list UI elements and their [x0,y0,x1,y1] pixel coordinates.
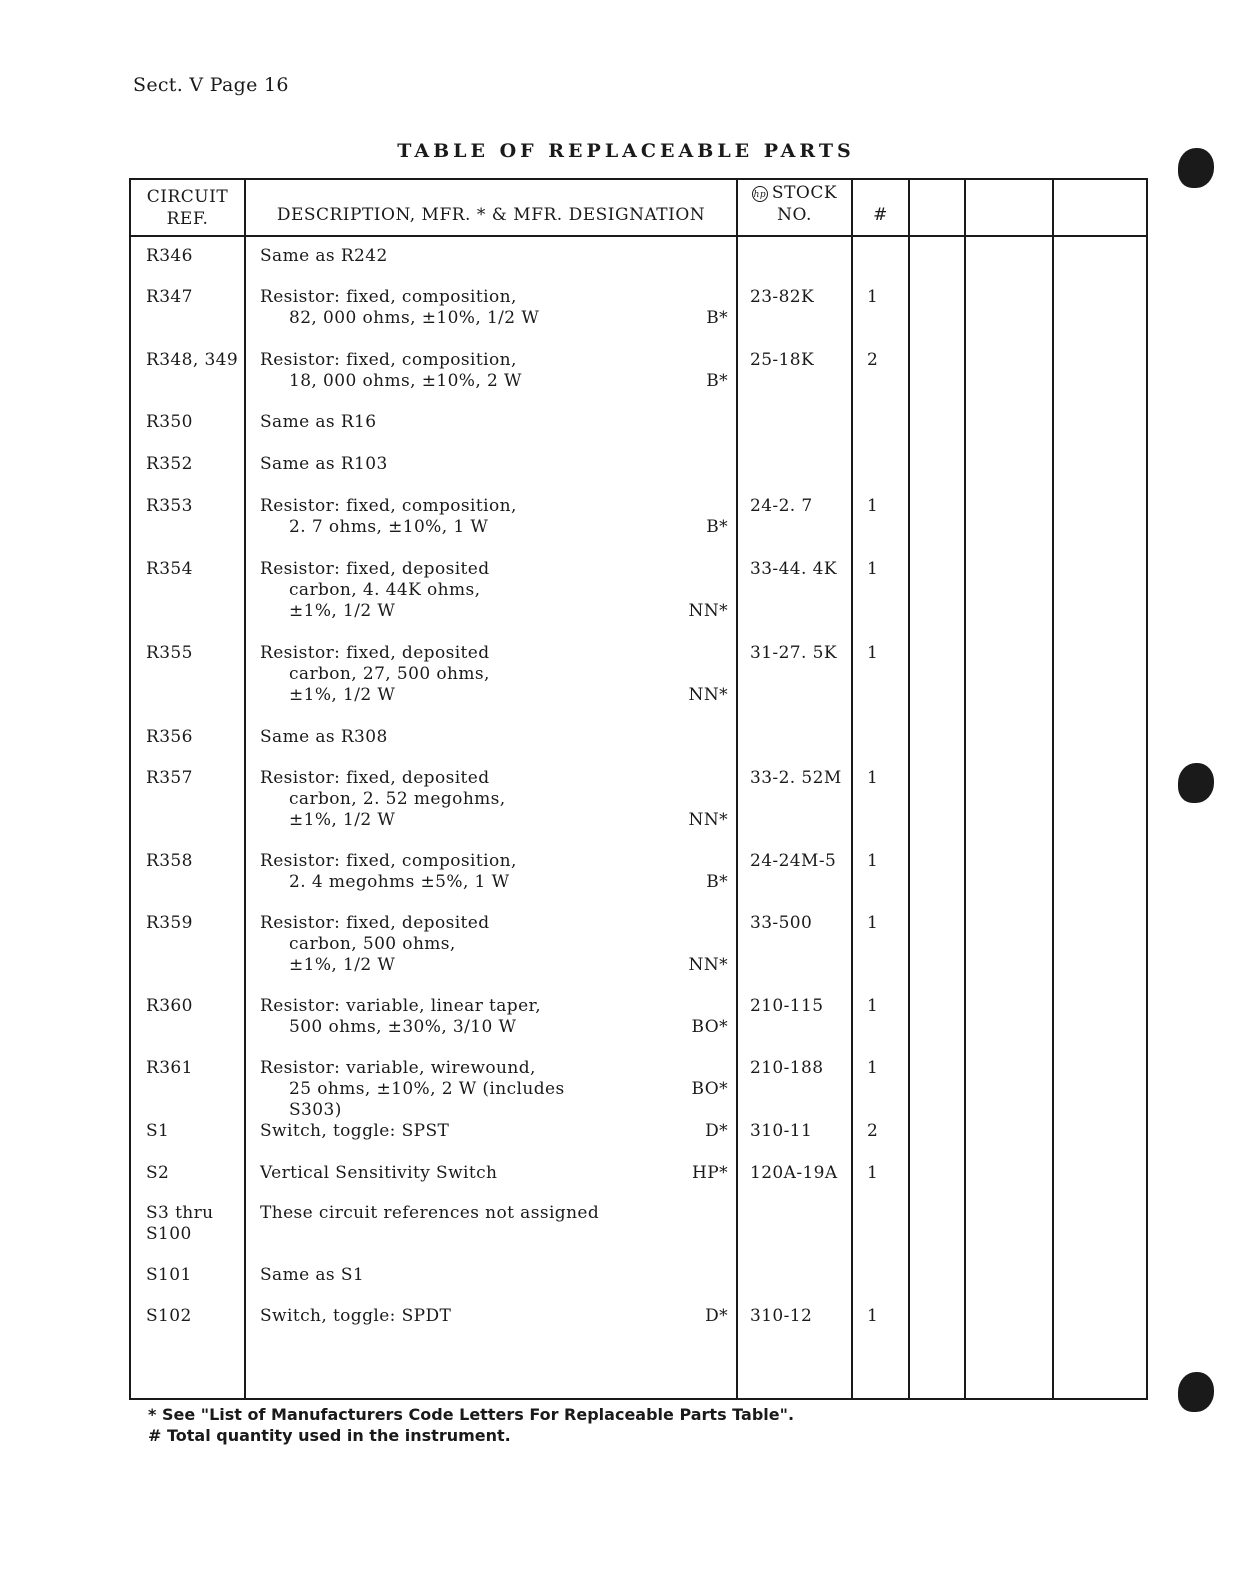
circuit-ref-line: R348, 349 [146,350,239,370]
circuit-ref-line: R359 [146,913,193,933]
circuit-ref [146,996,246,1017]
manufacturer-code: B* [706,308,728,328]
description-line: carbon, 4. 44K ohms, [289,580,481,600]
header-stock-no [738,182,851,226]
manufacturer-code: D* [705,1121,728,1141]
stock-number: 33-2. 52M [750,768,842,788]
part-description [260,350,600,392]
manufacturer-code: BO* [691,1079,728,1099]
stock-number: 310-12 [750,1306,813,1326]
part-description [260,559,600,622]
column-divider [908,180,910,1398]
circuit-ref [146,559,246,580]
footnote-manufacturer-codes: * See "List of Manufacturers Code Letters For Replaceable Parts Table". [148,1405,795,1424]
quantity: 1 [867,1163,879,1183]
description-line: These circuit references not assigned [260,1203,600,1223]
circuit-ref [146,643,246,664]
description-line: Same as S1 [260,1265,365,1285]
manufacturer-code: NN* [688,955,728,975]
quantity: 1 [867,496,879,516]
description-line: Vertical Sensitivity Switch [260,1163,498,1183]
description-line: ±1%, 1/2 W [289,955,396,975]
circuit-ref-line: S101 [146,1265,192,1285]
part-description [260,1203,600,1224]
description-line: ±1%, 1/2 W [289,685,396,705]
circuit-ref-line: R360 [146,996,193,1016]
quantity: 1 [867,768,879,788]
circuit-ref [146,246,246,267]
circuit-ref [146,727,246,748]
circuit-ref-line: R357 [146,768,193,788]
circuit-ref-line: R361 [146,1058,193,1078]
part-description [260,643,600,706]
manufacturer-code: B* [706,517,728,537]
description-line: Same as R308 [260,727,388,747]
column-divider [736,180,738,1398]
part-description [260,287,600,329]
column-divider [964,180,966,1398]
header-stock-line1: STOCK [771,183,838,203]
part-description [260,246,600,267]
description-line: Resistor: fixed, composition, [260,496,517,516]
quantity: 1 [867,1058,879,1078]
parts-table [129,178,1148,1400]
circuit-ref [146,851,246,872]
description-line: Same as R103 [260,454,388,474]
description-line: Resistor: fixed, deposited [260,559,490,579]
circuit-ref-line: R354 [146,559,193,579]
circuit-ref-line: R346 [146,246,193,266]
description-line: carbon, 2. 52 megohms, [289,789,506,809]
circuit-ref-line: R350 [146,412,193,432]
hp-logo-icon: hp [752,186,768,202]
description-line: 82, 000 ohms, ±10%, 1/2 W [289,308,540,328]
circuit-ref-line: R353 [146,496,193,516]
part-description [260,851,600,893]
part-description [260,1265,600,1286]
page-header: Sect. V Page 16 [133,74,289,96]
circuit-ref [146,496,246,517]
quantity: 1 [867,913,879,933]
circuit-ref-line: S100 [146,1224,192,1244]
stock-number: 31-27. 5K [750,643,837,663]
description-line: Resistor: fixed, composition, [260,287,517,307]
part-description [260,996,600,1038]
part-description [260,727,600,748]
description-line: carbon, 27, 500 ohms, [289,664,490,684]
circuit-ref [146,1058,246,1079]
part-description [260,1163,600,1184]
manufacturer-code: NN* [688,601,728,621]
circuit-ref [146,1306,246,1327]
part-description [260,768,600,831]
description-line: Resistor: fixed, composition, [260,851,517,871]
stock-number: 23-82K [750,287,815,307]
binder-hole [1178,763,1214,803]
circuit-ref-line: S3 thru [146,1203,214,1223]
description-line: Same as R242 [260,246,388,266]
description-line: Switch, toggle: SPST [260,1121,450,1141]
stock-number: 120A-19A [750,1163,838,1183]
stock-number: 33-44. 4K [750,559,837,579]
description-line: Same as R16 [260,412,377,432]
quantity: 1 [867,1306,879,1326]
header-description: DESCRIPTION, MFR. * & MFR. DESIGNATION [276,205,706,225]
quantity: 2 [867,350,879,370]
header-ref-line2: REF. [166,209,209,229]
manufacturer-code: D* [705,1306,728,1326]
manufacturer-code: BO* [691,1017,728,1037]
stock-number: 210-188 [750,1058,824,1078]
footnote-total-quantity: # Total quantity used in the instrument. [148,1426,511,1445]
header-quantity: # [873,205,888,225]
part-description [260,913,600,976]
header-stock-line2: NO. [777,205,812,225]
description-line: 500 ohms, ±30%, 3/10 W [289,1017,517,1037]
page-title: TABLE OF REPLACEABLE PARTS [397,140,855,162]
stock-number: 310-11 [750,1121,813,1141]
footnotes [148,1404,794,1446]
description-line: Resistor: fixed, deposited [260,768,490,788]
circuit-ref-line: S102 [146,1306,192,1326]
description-line: ±1%, 1/2 W [289,810,396,830]
description-line: 2. 7 ohms, ±10%, 1 W [289,517,489,537]
stock-number: 25-18K [750,350,815,370]
description-line: 2. 4 megohms ±5%, 1 W [289,872,510,892]
manufacturer-code: B* [706,872,728,892]
circuit-ref [146,1163,246,1184]
description-line: Resistor: variable, linear taper, [260,996,542,1016]
quantity: 1 [867,559,879,579]
description-line: Resistor: fixed, composition, [260,350,517,370]
part-description [260,1306,600,1327]
description-line: carbon, 500 ohms, [289,934,456,954]
circuit-ref [146,1121,246,1142]
description-line: Resistor: variable, wirewound, [260,1058,536,1078]
circuit-ref [146,412,246,433]
part-description [260,454,600,475]
circuit-ref-line: R358 [146,851,193,871]
quantity: 1 [867,643,879,663]
circuit-ref-line: R347 [146,287,193,307]
circuit-ref-line: R355 [146,643,193,663]
part-description [260,1121,600,1142]
circuit-ref [146,913,246,934]
description-line: Resistor: fixed, deposited [260,643,490,663]
circuit-ref-line: R352 [146,454,193,474]
stock-number: 33-500 [750,913,813,933]
circuit-ref [146,350,246,371]
circuit-ref [146,1203,246,1245]
quantity: 1 [867,851,879,871]
header-divider [131,235,1146,237]
binder-hole [1178,1372,1214,1412]
circuit-ref-line: R356 [146,727,193,747]
circuit-ref-line: S2 [146,1163,170,1183]
description-line: 18, 000 ohms, ±10%, 2 W [289,371,522,391]
description-line: Resistor: fixed, deposited [260,913,490,933]
circuit-ref [146,1265,246,1286]
stock-number: 24-24M-5 [750,851,837,871]
manufacturer-code: NN* [688,810,728,830]
description-line: ±1%, 1/2 W [289,601,396,621]
description-line: 25 ohms, ±10%, 2 W (includes S303) [289,1079,565,1120]
column-divider [1052,180,1054,1398]
header-circuit-ref [131,186,244,230]
quantity: 2 [867,1121,879,1141]
description-line: Switch, toggle: SPDT [260,1306,452,1326]
quantity: 1 [867,287,879,307]
circuit-ref [146,287,246,308]
binder-hole [1178,148,1214,188]
manufacturer-code: HP* [692,1163,728,1183]
stock-number: 24-2. 7 [750,496,813,516]
part-description [260,496,600,538]
manufacturer-code: B* [706,371,728,391]
header-ref-line1: CIRCUIT [146,187,229,207]
quantity: 1 [867,996,879,1016]
part-description [260,1058,600,1121]
part-description [260,412,600,433]
circuit-ref-line: S1 [146,1121,170,1141]
circuit-ref [146,768,246,789]
manufacturer-code: NN* [688,685,728,705]
circuit-ref [146,454,246,475]
stock-number: 210-115 [750,996,824,1016]
